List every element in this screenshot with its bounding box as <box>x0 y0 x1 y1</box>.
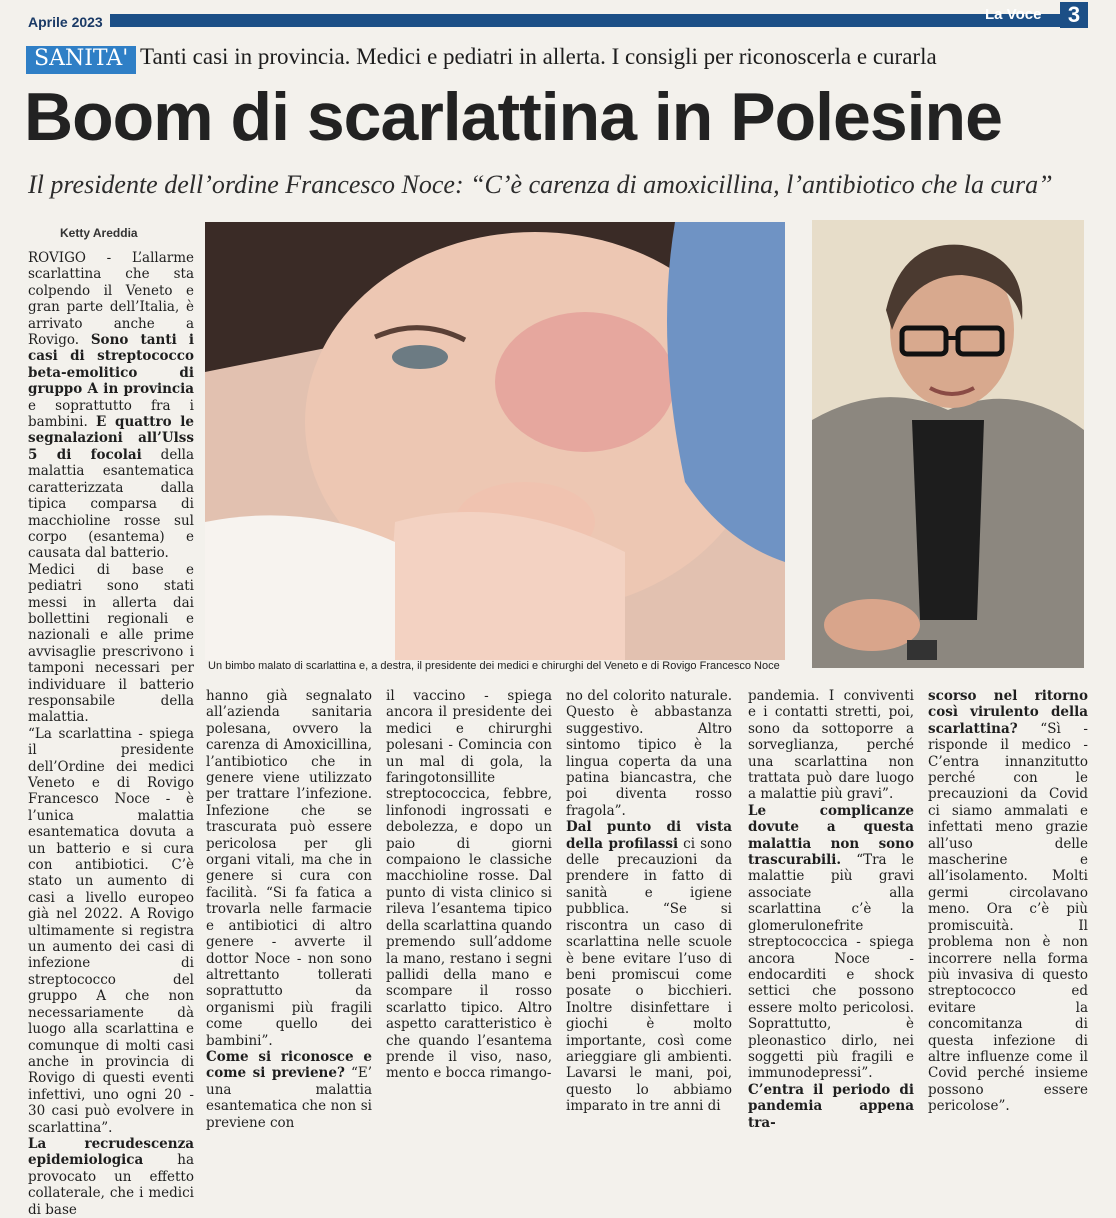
paragraph: hanno già segnalato all’azienda sanitaria polesana, ovvero la carenza di Amoxicillina, l’antibiotico che in genere viene utilizzato per trattare l’infezione. Infezione che se trascurata può essere pericolosa per gli organi vitali, ma che in genere si cura con facilità. “Si fa fatica a trovarla nelle farmacie e antibiotici di altro genere - avverte il dottor Noce - non sono altrettanto tollerati soprattutto da organismi più fragili come quello dei bambini”. <box>206 688 372 1049</box>
issue-date: Aprile 2023 <box>28 14 103 30</box>
child-illustration <box>205 222 785 660</box>
paragraph: C’entra il periodo di pandemia appena tra- <box>748 1081 914 1131</box>
paragraph: Le complicanze dovute a questa malattia non sono trascurabili. “Tra le malattie più gravi associate alla scarlattina c’è la glomerulonefrite streptococcica - spiega ancora Noce - endocarditi e shock settici che possono essere molto pericolosi. Soprattutto, è pleonastico dirlo, nei soggetti più fragili e immunodepressi”. <box>748 802 914 1082</box>
paragraph: Come si riconosce e come si previene? “E’ una malattia esantematica che non si previene con <box>206 1048 373 1131</box>
doctor-illustration <box>812 220 1084 668</box>
article-column-4 <box>566 688 732 1115</box>
paragraph: “La scarlattina - spiega il presidente dell’Ordine dei medici Veneto e di Rovigo Francesco Noce - è l’unica malattia esantematica dovuta a un batterio e si cura con antibiotici. C’è stato un aumento di casi a livello europeo già nel 2022. A Rovigo ultimamente si registra un aumento dei casi di infezione di streptococco del gruppo A che non necessariamente dà luogo alla scarlattina e comunque di molti casi anche in provincia di Rovigo di questi eventi infettivi, uno ogni 20 - 30 casi può evolvere in scarlattina”. <box>28 725 194 1136</box>
paragraph: no del colorito naturale. Questo è abbastanza suggestivo. Altro sintomo tipico è la lingua coperta da una patina biancastra, che poi diventa rosso fragola”. <box>566 688 732 819</box>
paragraph: pandemia. I conviventi e i contatti stretti, poi, sono da sottoporre a sorveglianza, perché una scarlattina non trattata può dare luogo a malattie più gravi”. <box>748 688 914 803</box>
paragraph: scorso nel ritorno così virulento della scarlattina? “Sì - risponde il medico - C’entra innanzitutto perché con le precauzioni da Covid ci siamo ammalati e infettati meno grazie all’uso delle mascherine e all’isolamento. Molti germi circolavano meno. Ora c’è più promiscuità. Il problema non è non incorrere nella forma più invasiva di questo streptococco ed evitare la concomitanza di questa infezione di altre influenze come il Covid perché insieme possono essere pericolose”. <box>928 688 1088 1115</box>
page-number: 3 <box>1060 2 1088 28</box>
article-column-5 <box>748 688 914 1131</box>
article-column-6 <box>928 688 1088 1115</box>
subheadline: Il presidente dell’ordine Francesco Noce: “C’è carenza di amoxicillina, l’antibiotico che la cura” <box>28 170 1053 199</box>
header-rule <box>110 14 1060 27</box>
section-label: SANITA' <box>26 46 136 74</box>
photo-caption: Un bimbo malato di scarlattina e, a destra, il presidente dei medici e chirurghi del Veneto e di Rovigo Francesco Noce <box>208 660 780 672</box>
byline: Ketty Areddia <box>60 226 138 240</box>
newspaper-name: La Voce <box>985 6 1042 23</box>
kicker-text: Tanti casi in provincia. Medici e pediatri in allerta. I consigli per riconoscerla e curarla <box>140 44 937 69</box>
article-column-3 <box>386 688 553 1082</box>
paragraph: il vaccino - spiega ancora il presidente dei medici e chirurghi polesani - Comincia con un mal di gola, la faringotonsillite streptococcica, febbre, linfonodi ingrossati e debolezza, e dopo un paio di giorni compaiono le classiche macchioline rosse. Dal punto di vista clinico si rileva l’esantema tipico della scarlattina quando premendo sull’addome la mano, restano i segni pallidi della mano e scompare il rosso scarlatto tipico. Altro aspetto caratteristico è che quando l’esantema prende il viso, naso, mento e bocca rimango- <box>386 688 553 1082</box>
photo-sick-child <box>205 222 785 660</box>
headline: Boom di scarlattina in Polesine <box>24 79 1002 155</box>
paragraph: Medici di base e pediatri sono stati messi in allerta dai bollettini regionali e nazionali e alle prime avvisaglie prescrivono i tamponi necessari per individuare il batterio responsabile della malattia. <box>28 561 194 726</box>
paragraph: ROVIGO - L’allarme scarlattina che sta colpendo il Veneto e gran parte dell’Italia, è arrivato anche a Rovigo. Sono tanti i casi di streptococco beta-emolitico di gruppo A in provincia e soprattutto fra i bambini. E quattro le segnalazioni all’Ulss 5 di focolai della malattia esantematica caratterizzata dalla tipica comparsa di macchioline rosse sul corpo (esantema) e causata dal batterio. <box>28 250 195 562</box>
paragraph: La recrudescenza epidemiologica ha provocato un effetto collaterale, che i medici di base <box>28 1135 194 1218</box>
article-column-2 <box>206 688 373 1131</box>
photo-francesco-noce <box>812 220 1084 668</box>
article-column-1 <box>28 250 195 1218</box>
paragraph: Dal punto di vista della profilassi ci sono delle precauzioni da prendere in fatto di sanità e igiene pubblica. “Se si riscontra un caso di scarlattina nelle scuole è bene evitare l’uso di beni promiscui come posate o bicchieri. Inoltre disinfettare i giochi è molto importante, così come arieggiare gli ambienti. Lavarsi le mani, poi, questo lo abbiamo imparato in tre anni di <box>566 819 732 1115</box>
